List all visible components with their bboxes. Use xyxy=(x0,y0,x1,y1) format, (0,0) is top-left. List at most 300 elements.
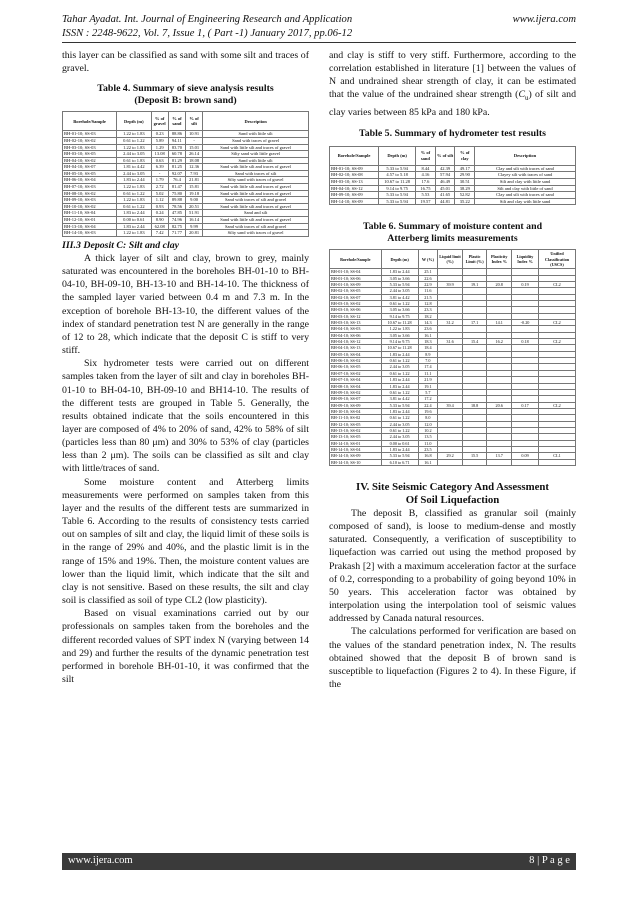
left.table4-cell: 16.14 xyxy=(185,217,202,224)
left.table4-cell: 60.78 xyxy=(168,151,185,158)
right.table6-cell: BH-14-10; SS-09 xyxy=(330,453,382,459)
right.table6-cell: 18.8 xyxy=(462,402,487,408)
right.table6-cell: BH-09-10; SS-07 xyxy=(330,396,382,402)
left.table4-cell: 81.29 xyxy=(168,157,185,164)
left.table4-cell: 75.80 xyxy=(168,190,185,197)
right.table6-cell: 5.33 to 5.94 xyxy=(381,402,418,408)
right.table6-cell: BH-08-10; SS-04 xyxy=(330,383,382,389)
right.table6-cell: BH-01-10; SS-09 xyxy=(330,282,382,288)
right.table6-cell: 0.18 xyxy=(512,339,539,345)
right.table6-cell: BH-13-10; SS-02 xyxy=(330,427,382,433)
right.table5-cell: BH-01-10; SS-09 xyxy=(330,165,379,172)
right.table5-cell: Silt and clay with little sand xyxy=(475,198,576,205)
left.table4-cell: Sand with little silt and traces of gravel xyxy=(203,190,309,197)
left.table4-cell: Sand with little silt xyxy=(203,131,309,138)
right.table6-cell: 3.05 to 3.66 xyxy=(381,275,418,281)
left.table4-cell: Sand with traces of silt and gravel xyxy=(203,223,309,230)
right.table5-cell: 35.22 xyxy=(455,198,475,205)
right.table6-cell: 0.61 to 1.22 xyxy=(381,358,418,364)
left.table4-cell: 0.24 xyxy=(151,210,168,217)
left.table4-cell: 78.56 xyxy=(168,203,185,210)
right.table5-cell: 5.33 to 5.94 xyxy=(379,165,416,172)
right.table6-cell: BH-09-10; SS-02 xyxy=(330,389,382,395)
left.table4-cell: Silty sand with traces of gravel xyxy=(203,177,309,184)
right.table6-cell: 19.1 xyxy=(418,383,438,389)
left.table4-cell: 5.02 xyxy=(151,190,168,197)
right.table6-cell: 25.1 xyxy=(418,269,438,275)
left.table4-row xyxy=(63,190,309,197)
right.table6-cell: 29.2 xyxy=(438,453,463,459)
right.table6-cell: BH-14-10; SS-10 xyxy=(330,459,382,465)
left.table4-cell: BH-07-10; SS-03 xyxy=(63,184,117,191)
right.table6-cell: 1.83 to 2.44 xyxy=(381,446,418,452)
right.table6-cell: 3.81 to 4.42 xyxy=(381,396,418,402)
right.table6-cell: BH-01-10; SS-06 xyxy=(330,275,382,281)
left.table4-cell: 1.83 to 2.44 xyxy=(117,210,151,217)
right.table6-cell: 19.6 xyxy=(418,408,438,414)
right.table5-header-cell: % of sand xyxy=(416,146,436,165)
right.table6-cell: 5.33 to 5.94 xyxy=(381,453,418,459)
right.table6-cell: 8.9 xyxy=(418,351,438,357)
right.table6-cell: 3.81 to 4.42 xyxy=(381,294,418,300)
right.table6-cell: 3.05 to 3.66 xyxy=(381,332,418,338)
left.table4-cell: BH-03-10; SS-05 xyxy=(63,151,117,158)
right.table6-cell xyxy=(487,459,512,465)
left.table4-row xyxy=(63,170,309,177)
right.table6-cell xyxy=(539,459,576,465)
left.table4-cell: Sand with little silt xyxy=(203,157,309,164)
right.table5-cell: 46.49 xyxy=(435,178,455,185)
right.table6-cell: 2.44 to 3.05 xyxy=(381,421,418,427)
left.table4-cell: 0.00 to 0.61 xyxy=(117,217,151,224)
right.table5-cell: BH-03-10; SS-13 xyxy=(330,178,379,185)
right.table5-cell: 4.16 xyxy=(416,172,436,179)
right.table6-cell: 20.6 xyxy=(487,402,512,408)
left.table4-cell: 6.39 xyxy=(151,164,168,171)
left.table4-cell: 94.11 xyxy=(168,137,185,144)
right.table6-cell: 3.05 to 3.66 xyxy=(381,307,418,313)
right.table6-header-cell: W (%) xyxy=(418,250,438,269)
left.table4-row xyxy=(63,217,309,224)
right-column xyxy=(329,49,576,691)
right.table6-cell: BH-10-10; SS-04 xyxy=(330,408,382,414)
right.table6-cell: 0.00 to 0.61 xyxy=(381,440,418,446)
right.table6-cell: 6.10 to 6.71 xyxy=(381,459,418,465)
right.table5-row xyxy=(330,178,576,185)
right.table5-cell: 10.67 to 11.28 xyxy=(379,178,416,185)
left.table4-cell: 1.22 to 1.83 xyxy=(117,144,151,151)
right.table5-cell: 41.65 xyxy=(435,192,455,199)
paragraph-silt-clay-2: Six hydrometer tests were carried out on different samples taken from the layer of silt and clay in boreholes BH-01-10 to BH-04-10, BH-09-10 and BH14-10. The results of the different tests are grouped in Table 5. Generally, the results obtained indicate that the soils encountered in this layer are composed of 4% to 20% of sand, 42% to 58% of silt (particles less than 80 μm) and 30% to 53% of clay (particles less than 2 μm). The soils can be classified as silt and clay with little/traces of sand. xyxy=(62,358,309,475)
right.table5-cell: 19.57 xyxy=(416,198,436,205)
left.table4-cell: 47.85 xyxy=(168,210,185,217)
right.table6-header-cell: Plasticity Index % xyxy=(487,250,512,269)
left.table4-cell: BH-05-10; SS-05 xyxy=(63,170,117,177)
right.table5-row xyxy=(330,192,576,199)
table5 xyxy=(329,146,576,206)
right.table6-cell: 1.83 to 2.44 xyxy=(381,377,418,383)
left.table4-cell: 88.86 xyxy=(168,131,185,138)
right.table6-header-cell: Liquidity Index % xyxy=(512,250,539,269)
right.table6-cell: BH-06-10; SS-02 xyxy=(330,358,382,364)
left.table4-cell: 12.36 xyxy=(185,164,202,171)
right.table6-cell: 22.6 xyxy=(418,275,438,281)
right.table6-cell: 1.83 to 2.44 xyxy=(381,269,418,275)
right.table6-cell: 2.44 to 3.05 xyxy=(381,364,418,370)
left.table4-cell: 9.99 xyxy=(185,223,202,230)
left.table4-row xyxy=(63,131,309,138)
right.table6-cell: 1.83 to 2.44 xyxy=(381,351,418,357)
left.table4-cell: BH-10-10; SS-02 xyxy=(63,203,117,210)
left.table4-cell: 5.89 xyxy=(151,137,168,144)
journal-title: Tahar Ayadat. Int. Journal of Engineering Research and Application xyxy=(62,14,353,25)
right.table5-cell: BH-09-10; SS-09 xyxy=(330,192,379,199)
right.table6-cell: CL1 xyxy=(539,453,576,459)
right.table5-cell: 30.51 xyxy=(455,178,475,185)
right.table5-cell: 16.75 xyxy=(416,185,436,192)
left.table4-cell: 0.61 to 1.83 xyxy=(117,157,151,164)
right.table6-cell: 39.9 xyxy=(438,282,463,288)
right.table6-cell: 23.6 xyxy=(418,326,438,332)
left.table4-header-cell: Borehole/Sample xyxy=(63,112,117,131)
right.table6-cell: BH-11-10; SS-02 xyxy=(330,415,382,421)
page-footer xyxy=(62,853,576,870)
paragraph-silt-clay-3: Some moisture content and Atterberg limits measurements were performed on samples taken from this layer and the results of the different tests are summarized in Table 6. According to the results of consistency tests carried out on samples of silt and clay, the liquid limit of these soils is in the range of 29% and 40%, and the plastic limit is in the range of 15% and 19%. Then, the moisture content values are lower than the liquid limit, which indicate that the silt and clay is not sensitive. Based on these results, the silt and clay soil is classified as soil of type CL2 (low plasticity). xyxy=(62,476,309,607)
table4 xyxy=(62,111,309,237)
right.table5-cell: Silt and clay with little of sand xyxy=(475,185,576,192)
paragraph-continued xyxy=(329,49,576,119)
right.table6-cell: 10.2 xyxy=(418,427,438,433)
section-heading-deposit-c: III.3 Deposit C: Silt and clay xyxy=(62,239,180,251)
left.table4-row xyxy=(63,177,309,184)
footer-website: www.ijera.com xyxy=(68,855,133,866)
table5-caption: Table 5. Summary of hydrometer test results xyxy=(359,127,546,139)
left.table4-cell: 81.25 xyxy=(168,164,185,171)
left.table4-row xyxy=(63,210,309,217)
left.table4-cell: BH-14-10; SS-03 xyxy=(63,230,117,237)
left.table4-row xyxy=(63,184,309,191)
left.table4-cell: 1.22 to 1.83 xyxy=(117,184,151,191)
left.table4-cell: 0.61 to 1.22 xyxy=(117,137,151,144)
left.table4-cell: Sand with little silt and traces of gravel xyxy=(203,144,309,151)
right.table6-cell: BH-02-10; SS-05 xyxy=(330,288,382,294)
left.table4-cell: 0.93 xyxy=(151,203,168,210)
table6-caption: Table 6. Summary of moisture content and Atterberg limits measurements xyxy=(362,221,543,245)
right.table6-cell: 17.1 xyxy=(462,320,487,326)
right.table5-cell: 57.94 xyxy=(435,172,455,179)
right.table5-header-cell: Depth (m) xyxy=(379,146,416,165)
right.table6-cell: 0.61 to 1.22 xyxy=(381,415,418,421)
right.table5-header-cell: Borehole/Sample xyxy=(330,146,379,165)
left.table4-cell: 7.93 xyxy=(185,170,202,177)
right.table6-cell: 18.3 xyxy=(418,339,438,345)
left.table4-cell: BH-12-10; SS-01 xyxy=(63,217,117,224)
right.table6-cell: 10.67 to 11.28 xyxy=(381,345,418,351)
left.table4-cell: BH-08-10; SS-02 xyxy=(63,190,117,197)
right.table6-cell: BH-14-10; SS-01 xyxy=(330,440,382,446)
right.table5-cell: BH-02-10; SS-08 xyxy=(330,172,379,179)
left.table4-cell: BH-04-10; SS-07 xyxy=(63,164,117,171)
right.table6-cell: 12.8 xyxy=(418,301,438,307)
right.table5-row xyxy=(330,198,576,205)
left.table4-cell: 0.23 xyxy=(151,131,168,138)
right.table5-cell: 4.57 to 5.18 xyxy=(379,172,416,179)
left.table4-cell: 13.08 xyxy=(151,151,168,158)
right.table5-cell: BH-04-10; SS-12 xyxy=(330,185,379,192)
left-column xyxy=(62,49,309,686)
right.table6-cell: BH-05-10; SS-04 xyxy=(330,351,382,357)
section4-heading-line2: Of Soil Liquefaction xyxy=(405,493,500,506)
cu-symbol: C xyxy=(518,89,526,101)
right.table5-cell: 5.53 xyxy=(416,192,436,199)
left.table4-cell: 2.44 to 3.05 xyxy=(117,170,151,177)
left.table4-cell: - xyxy=(151,170,168,177)
left.table4-cell: Sand with traces of silt xyxy=(203,170,309,177)
right.table6-cell: 1.22 to 1.83 xyxy=(381,326,418,332)
left.table4-cell: 1.12 xyxy=(151,197,168,204)
right.table5-cell: BH-14-10; SS-09 xyxy=(330,198,379,205)
right.table5-cell: 5.33 to 5.94 xyxy=(379,192,416,199)
right.table6-cell: 16.8 xyxy=(418,453,438,459)
right.table5-cell: Clay and silt with traces of sand xyxy=(475,165,576,172)
left.table4-row xyxy=(63,223,309,230)
right.table6-cell: BH-04-10; SS-06 xyxy=(330,332,382,338)
right.table6-cell: 18.4 xyxy=(418,345,438,351)
section4-heading-line1: IV. Site Seismic Category And Assessment xyxy=(356,480,549,493)
left.table4-cell: 51.91 xyxy=(185,210,202,217)
right.table6-cell: BH-04-10; SS-12 xyxy=(330,339,382,345)
paragraph-continued-b: ) of silt and clay varies between 85 kPa and 180 kPa. xyxy=(329,89,577,118)
left.table4-cell: 71.77 xyxy=(168,230,185,237)
right.table5-cell: 45.01 xyxy=(435,185,455,192)
table6 xyxy=(329,249,576,466)
left.table4-cell: Sand with little silt and traces of gravel xyxy=(203,217,309,224)
right.table6-cell: BH-04-10; SS-13 xyxy=(330,345,382,351)
left.table4-cell: 74.96 xyxy=(168,217,185,224)
left.table4-cell: 62.08 xyxy=(151,223,168,230)
left.table4-cell: 1.79 xyxy=(151,177,168,184)
right.table6-cell: 12.0 xyxy=(418,421,438,427)
right.table6-cell: 18.2 xyxy=(418,313,438,319)
left.table4-cell: 1.81 to 4.42 xyxy=(117,164,151,171)
left.table4-row xyxy=(63,230,309,237)
right.table6-cell: 11.1 xyxy=(418,370,438,376)
right.table6-cell: 0.61 to 1.22 xyxy=(381,427,418,433)
left.table4-cell: 2.44 to 3.05 xyxy=(117,151,151,158)
right.table5-cell: Clay and silt with traces of sand xyxy=(475,192,576,199)
right.table6-cell: 11.0 xyxy=(418,440,438,446)
right.table6-cell: 23.3 xyxy=(418,307,438,313)
left.table4-header-cell: % of sand xyxy=(168,112,185,131)
right.table6-cell: 21.9 xyxy=(418,377,438,383)
intro-paragraph: this layer can be classified as sand with some silt and traces of gravel. xyxy=(62,50,309,75)
left.table4-cell: 1.83 to 2.44 xyxy=(117,177,151,184)
right.table6-cell: 5.33 to 5.94 xyxy=(381,282,418,288)
right.table6-cell: 22.4 xyxy=(418,402,438,408)
issn-line: ISSN : 2248-9622, Vol. 7, Issue 1, ( Part -1) January 2017, pp.06-12 xyxy=(62,28,353,39)
right.table6-cell: CL2 xyxy=(539,320,576,326)
paragraph-silt-clay-4: Based on visual examinations carried out by our professionals on samples taken from the boreholes and the different recorded values of SPT index N (varying between 14 and 29) and further the results of the dynamic penetration test performed in borehole BH-01-10, it was confirmed that the silt xyxy=(62,608,309,685)
right.table6-cell: 39.4 xyxy=(438,402,463,408)
left.table4-cell: 21.81 xyxy=(185,177,202,184)
left.table4-cell: 82.75 xyxy=(168,223,185,230)
left.table4-cell: BH-02-10; SS-02 xyxy=(63,137,117,144)
left.table4-cell: 2.72 xyxy=(151,184,168,191)
left.table4-cell: 1.22 to 1.83 xyxy=(117,230,151,237)
right.table6-cell xyxy=(462,459,487,465)
left.table4-cell: Sand with little silt and traces of gravel xyxy=(203,203,309,210)
left.table4-cell: 1.83 to 2.44 xyxy=(117,223,151,230)
left.table4-cell: Silty sand with little gravel xyxy=(203,151,309,158)
left.table4-cell: BH-04-10; SS-02 xyxy=(63,157,117,164)
right.table6-cell: 16.2 xyxy=(487,339,512,345)
right.table6-cell: 13.5 xyxy=(418,434,438,440)
right.table6-cell: 5.7 xyxy=(418,389,438,395)
right.table6-cell: 31.6 xyxy=(438,339,463,345)
right.table6-cell: 16.1 xyxy=(418,459,438,465)
right.table6-cell: BH-01-10; SS-04 xyxy=(330,269,382,275)
left.table4-cell: Sand and silt xyxy=(203,210,309,217)
paragraph-liquefaction-2: The calculations performed for verification are based on the values of the standard penetration index, N. The results obtained showed that the deposit B of brown sand is susceptible to liquefaction (Figures 2 to 4). In these Figure, if the xyxy=(329,626,576,690)
left.table4-cell: BH-03-10; SS-03 xyxy=(63,144,117,151)
right.table6-cell: BH-13-10; SS-05 xyxy=(330,434,382,440)
right.table5-cell: Clayey silt with traces of sand xyxy=(475,172,576,179)
right.table6-header-cell: Borehole/Sample xyxy=(330,250,382,269)
right.table6-cell: 21.5 xyxy=(418,294,438,300)
right.table5-row xyxy=(330,165,576,172)
right.table6-cell: 9.14 to 9.75 xyxy=(381,313,418,319)
right.table6-cell: BH-07-10; SS-02 xyxy=(330,370,382,376)
left.table4-cell: 15.01 xyxy=(185,144,202,151)
right.table6-cell: CL2 xyxy=(539,282,576,288)
right.table5-cell: 5.33 to 5.94 xyxy=(379,198,416,205)
right.table5-row xyxy=(330,172,576,179)
left.table4-cell: 19.18 xyxy=(185,190,202,197)
left.table4-cell: 76.4 xyxy=(168,177,185,184)
left.table4-cell: 20.51 xyxy=(185,203,202,210)
left.table4-cell: 1.29 xyxy=(151,144,168,151)
right.table5-header-cell: % of clay xyxy=(455,146,475,165)
right.table5-header-cell: % of silt xyxy=(435,146,455,165)
paragraph-liquefaction-1: The deposit B, classified as granular soil (mainly composed of sand), is loose to medium-dense and mostly saturated. Consequently, a verification of susceptibility to liquefaction was carried out using the method proposed by Prakash [2] with a maximum acceleration factor at the surface of 0.2, corresponding to a probability of going beyond 10% in 50 years. This acceleration factor was obtained by interpolation using the interpolation tool of seismic values addressed by Canada natural resources. xyxy=(329,507,576,625)
left.table4-cell: 9.00 xyxy=(185,197,202,204)
right.table6-cell: 0.61 to 1.22 xyxy=(381,389,418,395)
left.table4-row xyxy=(63,203,309,210)
right.table5-cell: 49.17 xyxy=(455,165,475,172)
left.table4-cell: 89.88 xyxy=(168,197,185,204)
right.table6-cell: 11.6 xyxy=(418,288,438,294)
left.table4-cell: Sand with traces of silt and gravel xyxy=(203,197,309,204)
left.table4-header-cell: Description xyxy=(203,112,309,131)
left.table4-cell: 10.91 xyxy=(185,131,202,138)
left.table4-cell: 0.63 xyxy=(151,157,168,164)
right.table5-cell: Silt and clay with little sand xyxy=(475,178,576,185)
right.table5-cell: 8.44 xyxy=(416,165,436,172)
left.table4-cell: BH-06-10; SS-04 xyxy=(63,177,117,184)
left.table4-row xyxy=(63,157,309,164)
right.table6-cell: CL2 xyxy=(539,339,576,345)
right.table6-cell: 22.9 xyxy=(418,282,438,288)
left.table4-cell: 1.22 to 1.83 xyxy=(117,131,151,138)
right.table6-cell xyxy=(512,459,539,465)
right.table6-cell: 15.4 xyxy=(462,339,487,345)
right.table6-cell: BH-02-10; SS-07 xyxy=(330,294,382,300)
left.table4-cell: 92.07 xyxy=(168,170,185,177)
right.table5-cell: 9.14 to 9.75 xyxy=(379,185,416,192)
right.table6-cell: BH-09-10; SS-09 xyxy=(330,402,382,408)
left.table4-header-cell: % of silt xyxy=(185,112,202,131)
right.table5-cell: 52.82 xyxy=(455,192,475,199)
right.table5-header-cell: Description xyxy=(475,146,576,165)
left.table4-cell: 18.08 xyxy=(185,157,202,164)
left.table4-cell: 20.81 xyxy=(185,230,202,237)
left.table4-cell: BH-01-10; SS-03 xyxy=(63,131,117,138)
left.table4-cell: 15.81 xyxy=(185,184,202,191)
left.table4-row xyxy=(63,197,309,204)
right.table6-header-cell: Plastic Limit (%) xyxy=(462,250,487,269)
right.table6-cell: CL2 xyxy=(539,402,576,408)
left.table4-row xyxy=(63,137,309,144)
left.table4-cell: 7.42 xyxy=(151,230,168,237)
left.table4-cell: BH-09-10; SS-03 xyxy=(63,197,117,204)
right.table5-cell: 29.90 xyxy=(455,172,475,179)
right.table6-cell: 0.17 xyxy=(512,402,539,408)
right.table6-cell: 0.61 to 1.22 xyxy=(381,370,418,376)
right.table6-cell: 19.1 xyxy=(462,282,487,288)
right.table6-cell: BH-14-10; SS-04 xyxy=(330,446,382,452)
right.table6-cell: BH-12-10; SS-05 xyxy=(330,421,382,427)
table4-caption: Table 4. Summary of sieve analysis results (Deposit B: brown sand) xyxy=(97,83,274,107)
right.table6-cell: 1.83 to 2.44 xyxy=(381,408,418,414)
right.table6-cell xyxy=(438,459,463,465)
left.table4-header-cell: % of gravel xyxy=(151,112,168,131)
left.table4-cell: 1.22 to 1.83 xyxy=(117,197,151,204)
left.table4-cell: Sand with traces of gravel xyxy=(203,137,309,144)
right.table6-cell: 1.83 to 2.44 xyxy=(381,383,418,389)
left.table4-cell: BH-13-10; SS-04 xyxy=(63,223,117,230)
right.table6-cell: 17.2 xyxy=(418,396,438,402)
right.table6-cell: 0.09 xyxy=(512,453,539,459)
paragraph-continued-a: and clay is stiff to very stiff. Furthermore, according to the correlation established in literature [1] between the values of N and undrained shear strength of clay, it can be estimated that the value of the undrained shear strength ( xyxy=(329,50,576,101)
left.table4-cell: BH-11-10; SS-04 xyxy=(63,210,117,217)
right.table5-cell: 17.6 xyxy=(416,178,436,185)
right.table6-cell: BH-03-10; SS-02 xyxy=(330,301,382,307)
right.table6-cell: 16.1 xyxy=(418,332,438,338)
header-rule xyxy=(62,42,576,43)
left.table4-row xyxy=(63,144,309,151)
right.table6-cell: 2.44 to 3.05 xyxy=(381,288,418,294)
right.table6-cell: 17.4 xyxy=(418,364,438,370)
right.table6-cell: 20.8 xyxy=(487,282,512,288)
right.table6-cell: 10.67 to 11.28 xyxy=(381,320,418,326)
cu-subscript: u xyxy=(525,94,529,103)
right.table5-cell: 38.29 xyxy=(455,185,475,192)
left.table4-cell: 26.14 xyxy=(185,151,202,158)
right.table6-header-cell: Depth (m) xyxy=(381,250,418,269)
right.table6-cell: 13.7 xyxy=(487,453,512,459)
right.table5-cell: 42.39 xyxy=(435,165,455,172)
left.table4-header-cell: Depth (m) xyxy=(117,112,151,131)
right.table6-cell: -0.20 xyxy=(512,320,539,326)
right.table6-cell: BH-03-10; SS-06 xyxy=(330,307,382,313)
right.table6-cell: BH-03-10; SS-13 xyxy=(330,320,382,326)
right.table6-cell: 14.3 xyxy=(418,320,438,326)
right.table6-cell: BH-06-10; SS-05 xyxy=(330,364,382,370)
left.table4-cell: - xyxy=(185,137,202,144)
right.table6-cell: 23.5 xyxy=(418,446,438,452)
right.table6-cell: 31.2 xyxy=(438,320,463,326)
right.table5-row xyxy=(330,185,576,192)
